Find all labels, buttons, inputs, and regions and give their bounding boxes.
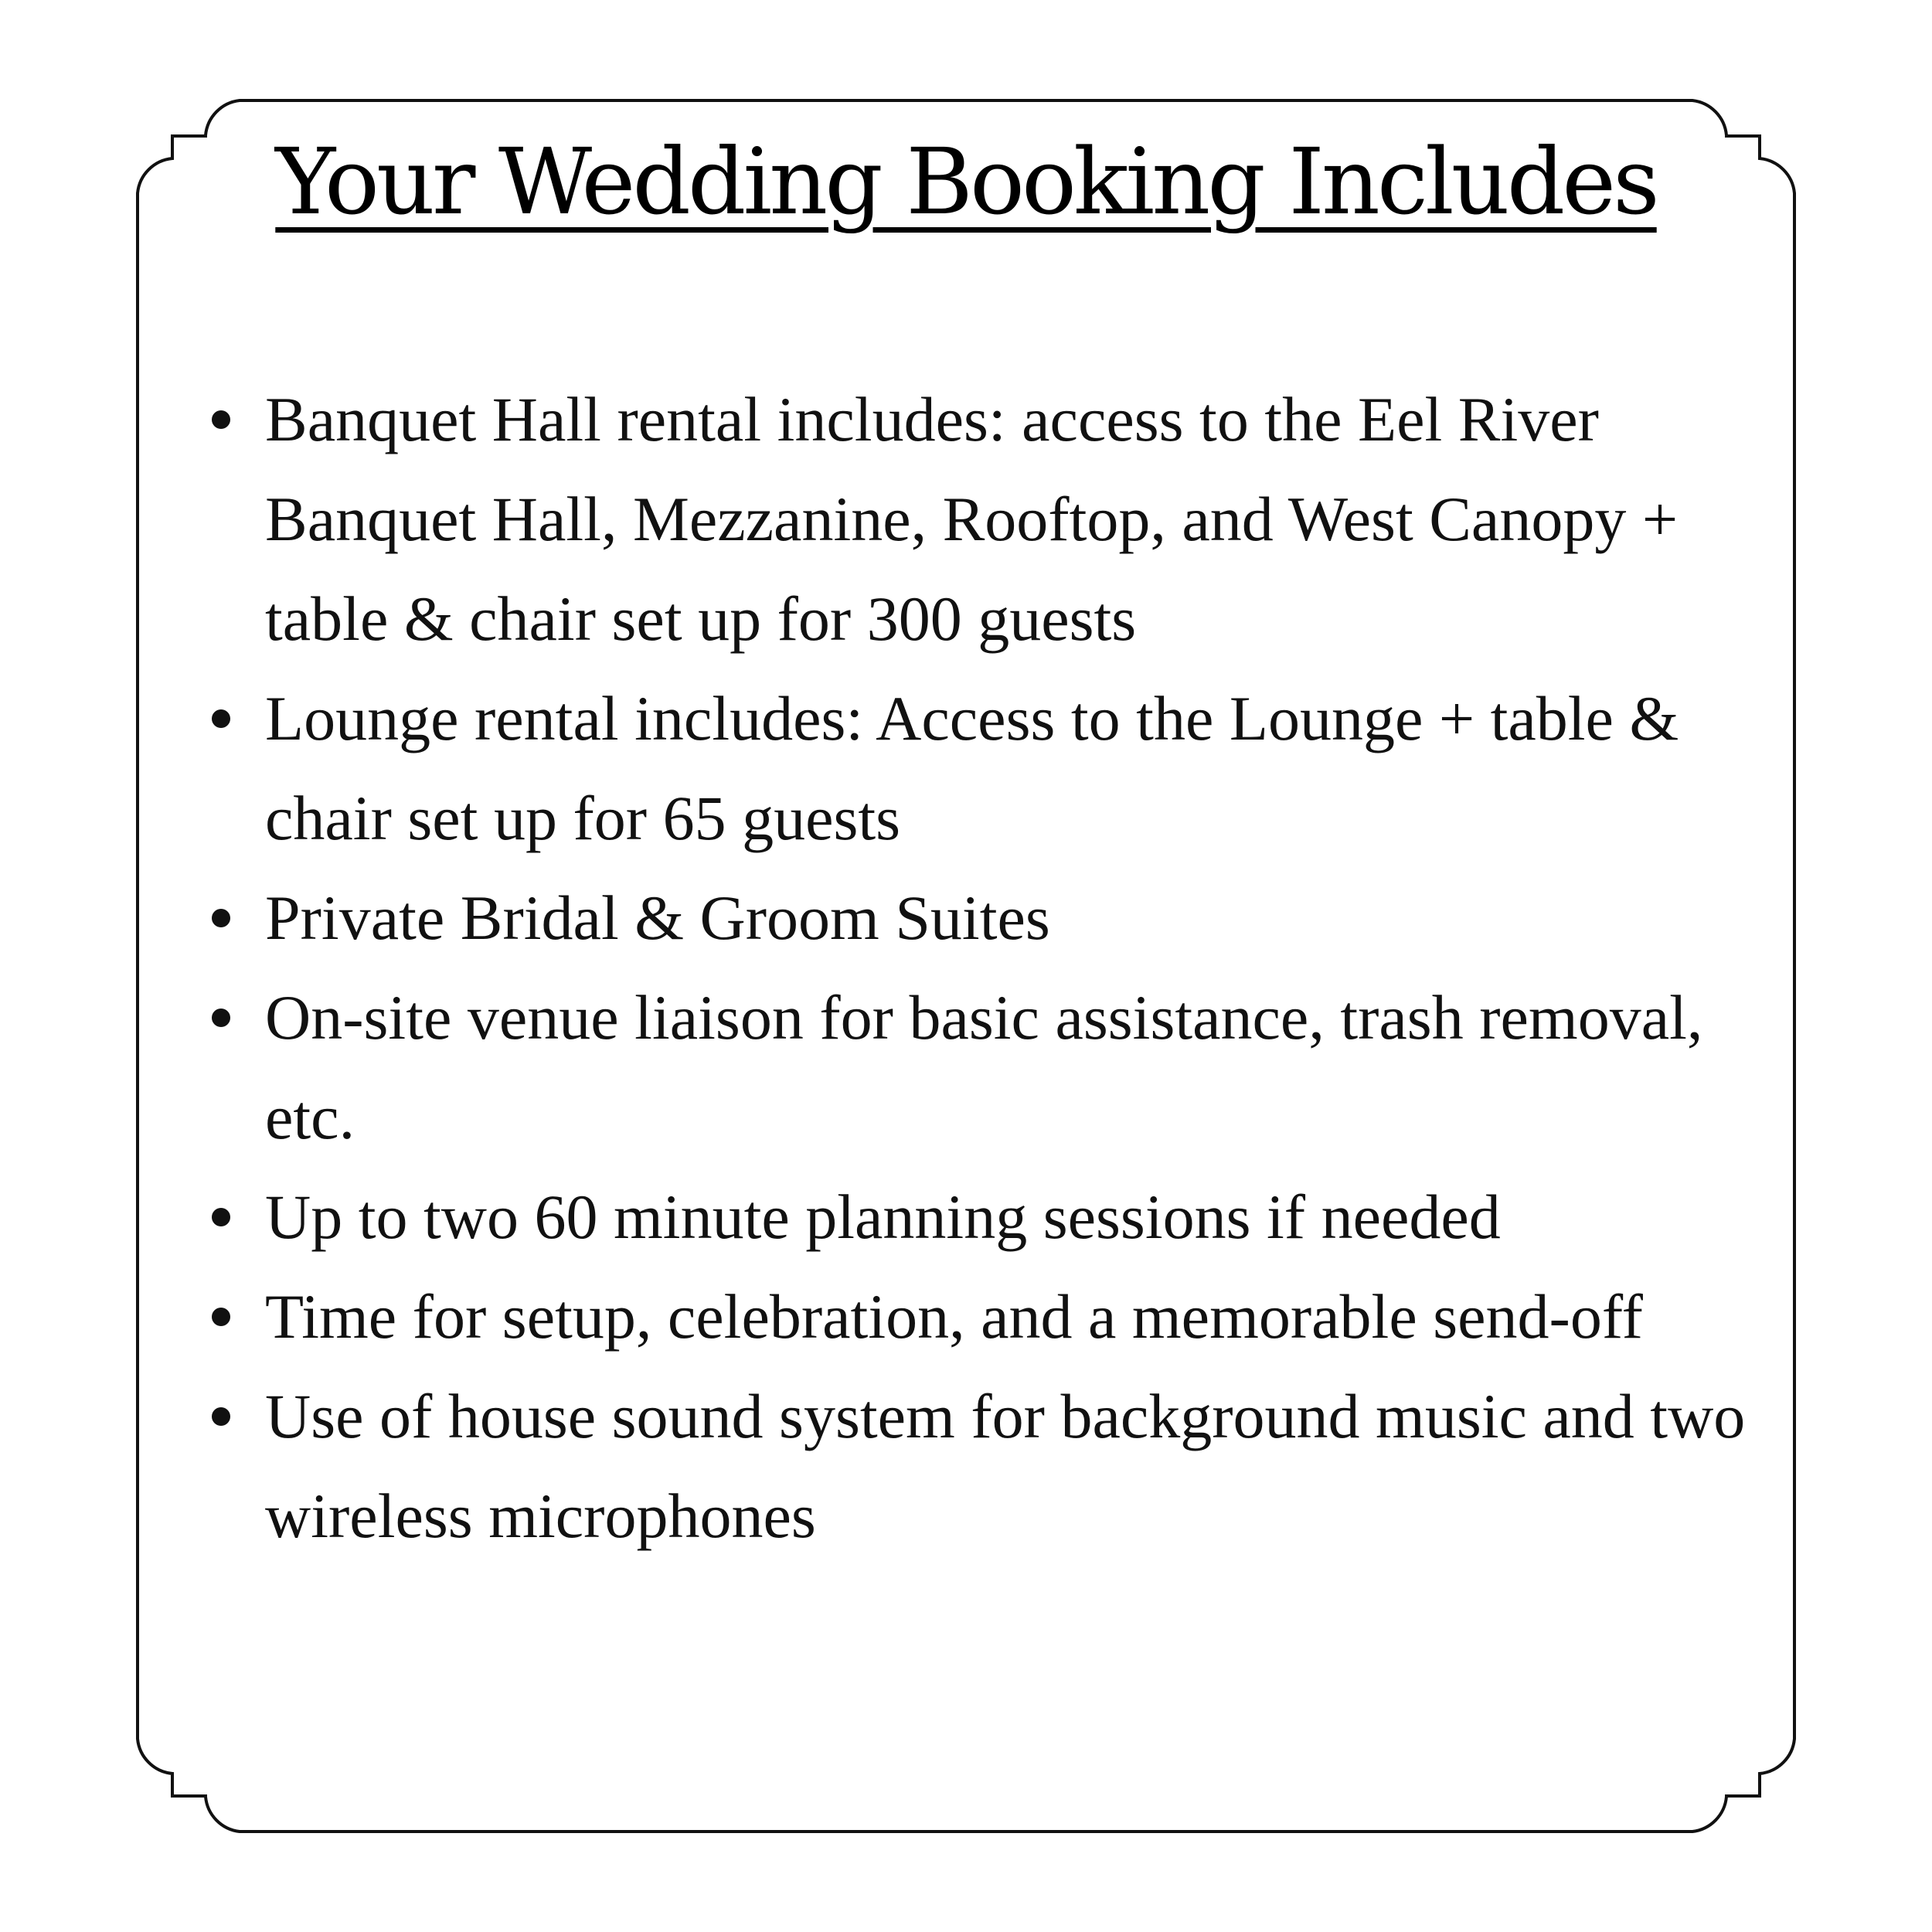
list-item-text: Lounge rental includes: Access to the Lounge + table & chair set up for 65 guests [265,683,1679,853]
list-item [209,668,1754,868]
list-item [209,1267,1754,1366]
list-item-text: Up to two 60 minute planning sessions if needed [265,1182,1501,1252]
list-item-text: On-site venue liaison for basic assistance, trash removal, etc. [265,982,1703,1152]
bullet-icon [212,909,230,927]
page-title-text: Your Wedding Booking Includes [275,128,1657,235]
page-title [0,130,1932,235]
bullet-icon [212,1208,230,1226]
bullet-icon [212,1308,230,1326]
list-item-text: Private Bridal & Groom Suites [265,883,1050,953]
list-item-text: Banquet Hall rental includes: access to the Eel River Banquet Hall, Mezzanine, Rooftop, and West Canopy + table & chair set up for 300 guests [265,384,1679,654]
bullet-icon [212,410,230,429]
list-item [209,369,1754,668]
bullet-icon [212,1407,230,1426]
list-item [209,1366,1754,1566]
list-item [209,868,1754,968]
list-item-text: Time for setup, celebration, and a memorable send-off [265,1281,1643,1352]
list-item [209,968,1754,1167]
list-item [209,1167,1754,1267]
bullet-icon [212,709,230,728]
list-item-text: Use of house sound system for background music and two wireless microphones [265,1381,1746,1551]
inclusions-list [209,369,1754,1566]
bullet-icon [212,1009,230,1027]
